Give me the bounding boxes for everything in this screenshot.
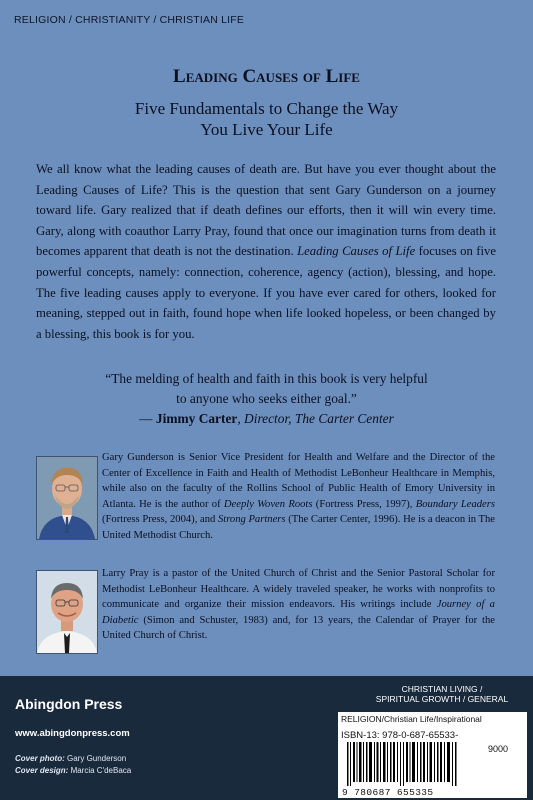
- cover-photo-name: Gary Gunderson: [64, 754, 127, 763]
- cover-design-name: Marcia C'deBaca: [68, 766, 132, 775]
- author-photo-gary-gunderson: [36, 456, 98, 540]
- bisac-line-1: CHRISTIAN LIVING /: [401, 684, 483, 694]
- author-portrait-2-graphic: [37, 571, 97, 653]
- description-part-1: We all know what the leading causes of death are. But have you ever thought about the Leading Causes of Life? This is the question that sent Gary Gunderson on a journey toward life. Gary realized that if death defines our efforts, then it will win every time. Gary, along with coauthor Larry Pray, found that once our imagination turns from death it becomes apparent that death is not the destination.: [36, 162, 496, 259]
- bio1-part-4: (The Carter Center, 1996). He is a deacon in The United Methodist Church.: [102, 514, 495, 541]
- cover-design-label: Cover design:: [15, 766, 69, 775]
- shelving-category: RELIGION/Christian Life/Inspirational: [341, 714, 482, 724]
- isbn-barcode-box: [338, 712, 527, 798]
- barcode-graphic: [341, 742, 481, 786]
- author-photo-larry-pray: [36, 570, 98, 654]
- quote-author-role: , Director, The Carter Center: [237, 411, 394, 426]
- bio2-part-1: Larry Pray is a pastor of the United Church of Christ and the Senior Pastoral Scholar for Methodist LeBonheur Healthcare. A widely traveled speaker, he works with nonprofits to communicate and organize their mission endeavors. His writings include: [102, 568, 495, 610]
- quote-line-1: “The melding of health and faith in this book is very helpful: [105, 371, 428, 386]
- barcode-digits: 9 780687 655335: [342, 787, 434, 798]
- bisac-line-2: SPIRITUAL GROWTH / GENERAL: [375, 694, 509, 704]
- subtitle-line-2: You Live Your Life: [200, 120, 333, 139]
- bio2-book-1: Journey of a Diabetic: [102, 599, 495, 626]
- category-path: RELIGION / CHRISTIANITY / CHRISTIAN LIFE: [14, 14, 245, 26]
- author-bio-larry-pray: [102, 566, 495, 644]
- bio2-part-2: (Simon and Schuster, 1983) and, for 13 years, the Calendar of Prayer for the United Church of Christ.: [102, 614, 495, 641]
- bio1-book-2: Boundary Leaders: [415, 498, 495, 510]
- bio1-book-3: Strong Partners: [217, 514, 286, 525]
- price-code: 9000: [488, 744, 509, 754]
- quote-author: Jimmy Carter: [155, 411, 238, 426]
- bio1-part-2: (Fortress Press, 1997),: [312, 498, 416, 510]
- bisac-category: [358, 684, 526, 704]
- bio1-part-1: Gary Gunderson is Senior Vice President for Health and Welfare and the Director of the Center of Excellence in Faith and Health of Methodist LeBonheur Healthcare in Memphis, while also on the faculty of the Rollins School of Public Health of Emory University in Atlanta. He is the author of: [102, 452, 495, 510]
- cover-design-credit: [15, 766, 131, 775]
- quote-line-2: to anyone who seeks either goal.”: [176, 391, 357, 406]
- quote-attribution: [60, 409, 473, 429]
- endorsement-quote: [60, 369, 473, 429]
- publisher-logo: Abingdon Press: [15, 696, 123, 712]
- book-subtitle: [0, 98, 533, 140]
- isbn-number: ISBN-13: 978-0-687-65533-: [341, 730, 459, 741]
- bio1-part-3: (Fortress Press, 2004), and: [102, 514, 218, 525]
- author-bio-gary-gunderson: [102, 450, 495, 543]
- author-portrait-1-graphic: [37, 457, 97, 539]
- book-title: Leading Causes of Life: [173, 66, 360, 87]
- bio1-book-1: Deeply Woven Roots: [223, 498, 313, 510]
- subtitle-line-1: Five Fundamentals to Change the Way: [134, 99, 399, 118]
- cover-photo-credit: [15, 754, 126, 763]
- description-book-title: Leading Causes of Life: [297, 244, 416, 259]
- description-part-2: focuses on five powerful concepts, namely: connection, coherence, agency (action), blessing, and hope. The five leading causes apply to everyone. If you have ever cared for others, looked for meaning, stepped out in faith, found hope when life looked hopeless, or been changed by a blessing, this book is for you.: [36, 244, 496, 341]
- publisher-website: www.abingdonpress.com: [15, 728, 130, 739]
- cover-photo-label: Cover photo:: [15, 754, 65, 763]
- quote-dash: —: [139, 411, 156, 426]
- book-description: [36, 159, 496, 344]
- back-cover-footer: [0, 676, 533, 800]
